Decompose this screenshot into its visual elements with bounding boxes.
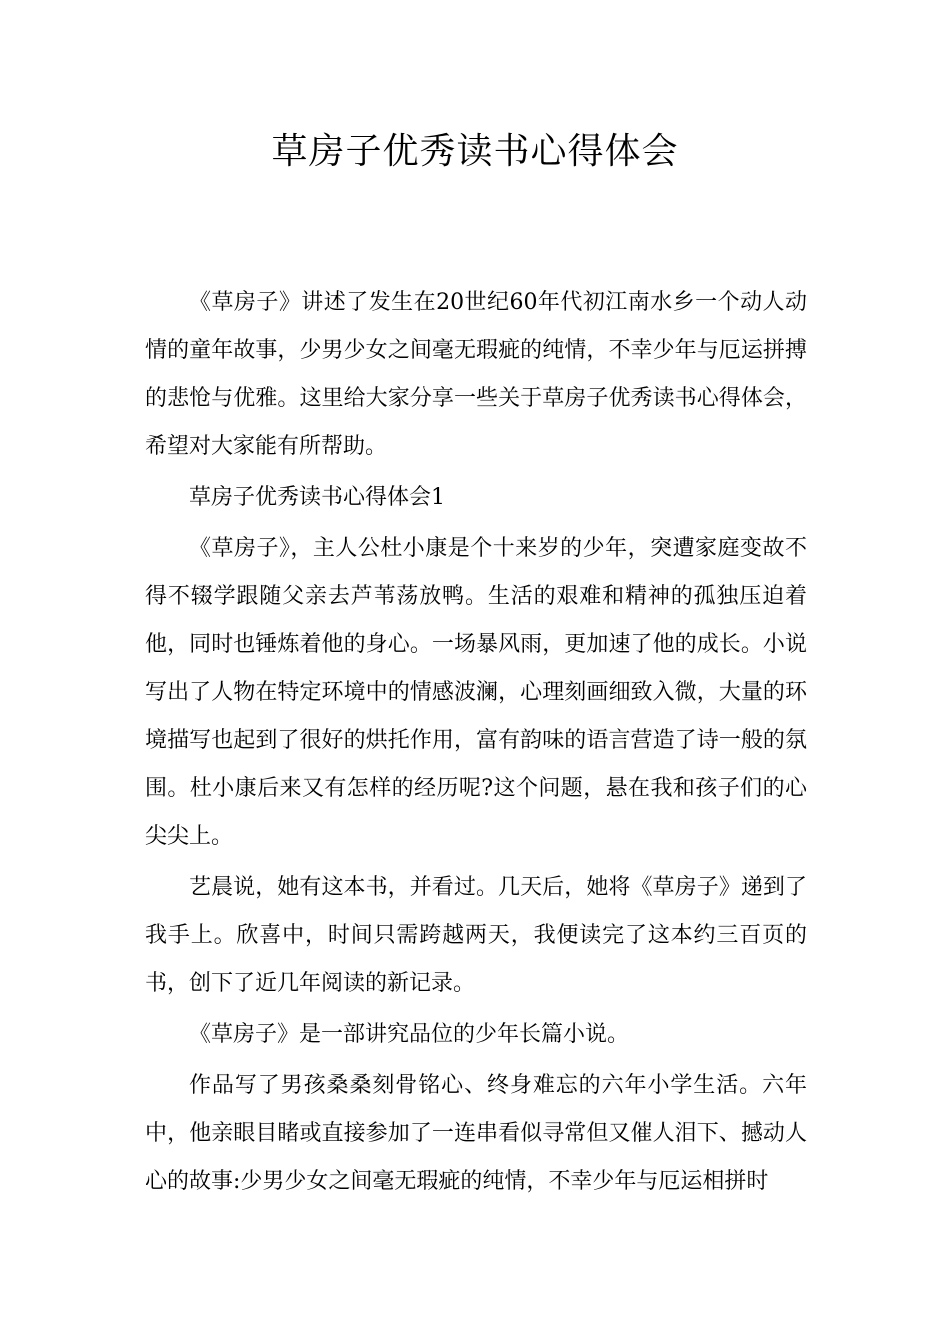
paragraph: 作品写了男孩桑桑刻骨铭心、终身难忘的六年小学生活。六年中，他亲眼目睹或直接参加了一连串看似寻常但又催人泪下、撼动人心的故事:少男少女之间毫无瑕疵的纯情，不幸少年与厄运相拼时 xyxy=(145,1073,807,1194)
document-body xyxy=(145,279,807,1209)
paragraph: 《草房子》，主人公杜小康是个十来岁的少年，突遭家庭变故不得不辍学跟随父亲去芦苇荡放鸭。生活的艰难和精神的孤独压迫着他，同时也锤炼着他的身心。一场暴风雨，更加速了他的成长。小说写出了人物在特定环境中的情感波澜，心理刻画细致入微，大量的环境描写也起到了很好的烘托作用，富有韵味的语言营造了诗一般的氛围。杜小康后来又有怎样的经历呢?这个问题，悬在我和孩子们的心尖尖上。 xyxy=(145,536,807,849)
section-heading: 草房子优秀读书心得体会1 xyxy=(189,485,445,510)
document-title: 草房子优秀读书心得体会 xyxy=(271,131,679,172)
paragraph-intro: 《草房子》讲述了发生在20世纪60年代初江南水乡一个动人动情的童年故事，少男少女之间毫无瑕疵的纯情，不幸少年与厄运拼搏的悲怆与优雅。这里给大家分享一些关于草房子优秀读书心得体会，希望对大家能有所帮助。 xyxy=(145,290,807,459)
paragraph: 《草房子》是一部讲究品位的少年长篇小说。 xyxy=(189,1022,630,1047)
paragraph: 艺晨说，她有这本书，并看过。几天后，她将《草房子》递到了我手上。欣喜中，时间只需跨越两天，我便读完了这本约三百页的书，创下了近几年阅读的新记录。 xyxy=(145,875,807,996)
